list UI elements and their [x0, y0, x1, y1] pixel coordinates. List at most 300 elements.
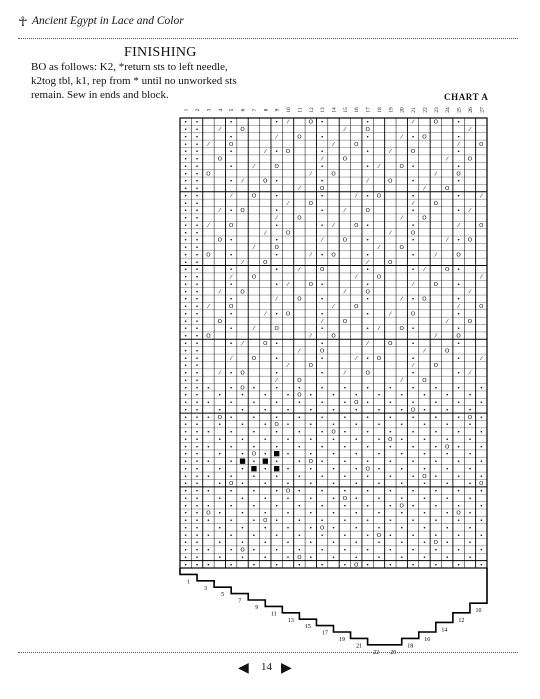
stitch-symbol: • — [411, 488, 415, 495]
column-number: 18 — [376, 107, 383, 113]
stitch-symbol: • — [184, 341, 188, 347]
stitch-symbol: • — [479, 385, 483, 392]
stitch-symbol: ■ — [273, 464, 280, 473]
stitch-symbol: ⁄ — [287, 200, 289, 207]
stitch-symbol: • — [400, 510, 404, 517]
stitch-symbol: ⁄ — [412, 363, 414, 370]
stitch-symbol: ⁄ — [333, 141, 334, 148]
stitch-symbol: ⁄ — [219, 127, 221, 134]
stitch-symbol: ⁄ — [355, 274, 357, 281]
stitch-symbol: • — [400, 407, 404, 414]
stitch-symbol: • — [365, 163, 370, 170]
stitch-symbol: • — [434, 562, 438, 569]
stitch-symbol: • — [400, 436, 404, 443]
stitch-symbol: ⁄ — [412, 200, 414, 207]
stitch-symbol: • — [218, 554, 222, 561]
stitch-symbol: • — [456, 488, 461, 495]
stitch-symbol: • — [320, 459, 324, 466]
stitch-symbol: • — [229, 429, 233, 436]
stitch-symbol: • — [275, 252, 279, 259]
row-number: 5 — [221, 592, 225, 599]
stitch-symbol: • — [195, 326, 199, 333]
stitch-symbol: • — [377, 495, 381, 502]
stitch-symbol: • — [388, 429, 392, 436]
stitch-symbol: O — [331, 171, 336, 178]
stitch-symbol: O — [388, 436, 393, 443]
stitch-symbol: • — [184, 466, 188, 473]
stitch-symbol: • — [184, 392, 188, 399]
stitch-symbol: • — [195, 540, 199, 547]
stitch-symbol: • — [229, 237, 233, 244]
stitch-symbol: ⁄ — [389, 149, 391, 156]
stitch-symbol: O — [342, 318, 348, 325]
stitch-symbol: ⁄ — [344, 370, 346, 377]
stitch-symbol: • — [422, 495, 427, 502]
column-number: 20 — [399, 107, 406, 113]
stitch-symbol: • — [263, 525, 267, 532]
stitch-symbol: • — [195, 503, 199, 510]
stitch-symbol: • — [286, 451, 290, 458]
stitch-symbol: • — [184, 547, 188, 554]
stitch-symbol: • — [411, 414, 415, 421]
book-title: Ancient Egypt in Lace and Color — [32, 15, 184, 27]
stitch-symbol: • — [297, 414, 302, 421]
stitch-symbol: • — [184, 163, 188, 170]
stitch-symbol: • — [229, 503, 233, 510]
chart-label: CHART A — [444, 92, 489, 102]
column-number: 24 — [445, 107, 452, 113]
column-number: 27 — [479, 107, 486, 113]
stitch-symbol: ⁄ — [310, 252, 312, 259]
stitch-symbol: • — [365, 547, 370, 554]
stitch-symbol: O — [410, 230, 416, 237]
stitch-symbol: ⁄ — [310, 333, 312, 340]
stitch-symbol: • — [479, 400, 483, 407]
stitch-symbol: • — [434, 547, 438, 554]
stitch-symbol: • — [320, 473, 324, 480]
stitch-symbol: • — [456, 518, 461, 525]
stitch-symbol: • — [195, 304, 199, 311]
stitch-symbol: • — [263, 495, 267, 502]
stitch-symbol: • — [377, 481, 381, 488]
stitch-symbol: O — [456, 510, 461, 517]
stitch-symbol: • — [275, 237, 279, 244]
row-number: 13 — [287, 617, 294, 624]
stitch-symbol: • — [411, 385, 415, 392]
stitch-symbol: • — [184, 429, 188, 436]
column-number: 15 — [342, 107, 349, 113]
page-footer — [0, 658, 540, 682]
stitch-symbol: • — [365, 193, 370, 200]
stitch-symbol: • — [184, 267, 188, 274]
stitch-symbol: • — [411, 503, 415, 510]
stitch-symbol: • — [434, 532, 438, 539]
column-number: 23 — [433, 107, 440, 113]
stitch-symbol: ⁄ — [401, 377, 403, 384]
stitch-symbol: ⁄ — [264, 230, 266, 237]
stitch-symbol: O — [422, 377, 427, 384]
row-number: 1 — [187, 579, 191, 586]
stitch-symbol: • — [456, 208, 461, 215]
stitch-symbol: • — [195, 134, 199, 141]
stitch-symbol: • — [240, 422, 245, 429]
column-number: 9 — [274, 108, 281, 112]
stitch-symbol: • — [309, 481, 313, 488]
stitch-symbol: • — [195, 127, 199, 134]
stitch-symbol: O — [456, 252, 461, 259]
stitch-symbol: • — [275, 562, 279, 569]
stitch-symbol: O — [388, 178, 393, 185]
stitch-symbol: • — [240, 436, 245, 443]
stitch-symbol: ⁄ — [469, 208, 471, 215]
stitch-symbol: ⁄ — [412, 119, 414, 126]
row-number: 14 — [441, 627, 448, 634]
stitch-symbol: O — [376, 355, 382, 362]
stitch-symbol: • — [184, 215, 188, 222]
stitch-symbol: • — [468, 422, 472, 429]
stitch-symbol: O — [331, 429, 336, 436]
stitch-symbol: O — [240, 547, 245, 554]
stitch-symbol: • — [479, 473, 483, 480]
stitch-symbol: • — [365, 281, 370, 288]
stitch-symbol: ⁄ — [276, 296, 278, 303]
stitch-symbol: • — [229, 385, 233, 392]
stitch-symbol: • — [195, 318, 199, 325]
stitch-symbol: • — [195, 481, 199, 488]
stitch-symbol: • — [286, 466, 290, 473]
stitch-symbol: • — [184, 149, 188, 156]
stitch-symbol: • — [195, 333, 199, 340]
stitch-symbol: • — [240, 451, 245, 458]
stitch-symbol: • — [252, 532, 256, 539]
stitch-symbol: • — [184, 385, 188, 392]
stitch-symbol: ⁄ — [424, 267, 425, 274]
stitch-symbol: • — [388, 562, 392, 569]
stitch-symbol: O — [456, 333, 461, 340]
stitch-symbol: • — [252, 518, 256, 525]
stitch-symbol: O — [297, 134, 302, 141]
stitch-symbol: • — [331, 554, 336, 561]
stitch-symbol: • — [320, 252, 324, 259]
stitch-symbol: • — [445, 392, 449, 399]
column-number: 3 — [206, 108, 213, 112]
stitch-symbol: • — [468, 540, 472, 547]
stitch-symbol: • — [411, 267, 415, 274]
stitch-symbol: • — [388, 473, 392, 480]
stitch-symbol: • — [422, 510, 427, 517]
stitch-symbol: • — [252, 429, 256, 436]
stitch-symbol: • — [479, 562, 483, 569]
stitch-symbol: • — [252, 459, 256, 466]
stitch-symbol: • — [343, 532, 347, 539]
stitch-symbol: ■ — [239, 457, 246, 466]
stitch-symbol: • — [354, 466, 358, 473]
stitch-symbol: ⁄ — [264, 311, 266, 318]
stitch-symbol: • — [252, 473, 256, 480]
stitch-symbol: O — [285, 230, 291, 237]
stitch-symbol: • — [400, 554, 404, 561]
stitch-symbol: ⁄ — [253, 163, 255, 170]
stitch-symbol: • — [206, 444, 211, 451]
stitch-symbol: • — [365, 222, 370, 229]
stitch-symbol: • — [354, 495, 358, 502]
stitch-symbol: • — [411, 252, 415, 259]
stitch-symbol: • — [411, 178, 415, 185]
stitch-symbol: O — [342, 495, 348, 502]
stitch-symbol: • — [456, 281, 461, 288]
stitch-symbol: O — [399, 163, 404, 170]
stitch-symbol: O — [206, 252, 211, 259]
stitch-symbol: • — [195, 400, 199, 407]
stitch-symbol: • — [434, 414, 438, 421]
stitch-symbol: O — [263, 178, 268, 185]
stitch-symbol: • — [184, 178, 188, 185]
stitch-symbol: • — [365, 149, 370, 156]
stitch-symbol: • — [184, 518, 188, 525]
stitch-symbol: • — [275, 400, 279, 407]
stitch-symbol: • — [184, 134, 188, 141]
row-number: 9 — [255, 605, 259, 611]
stitch-symbol: • — [229, 296, 233, 303]
stitch-symbol: • — [456, 414, 461, 421]
stitch-symbol: O — [479, 141, 484, 148]
stitch-symbol: • — [331, 392, 336, 399]
stitch-symbol: • — [309, 436, 313, 443]
stitch-symbol: • — [411, 326, 415, 333]
stitch-symbol: • — [195, 436, 199, 443]
stitch-symbol: • — [195, 547, 199, 554]
stitch-symbol: • — [184, 525, 188, 532]
stitch-symbol: • — [320, 444, 324, 451]
stitch-symbol: • — [206, 547, 211, 554]
stitch-symbol: • — [184, 554, 188, 561]
stitch-symbol: • — [456, 473, 461, 480]
stitch-symbol: • — [195, 267, 199, 274]
stitch-symbol: • — [309, 525, 313, 532]
stitch-symbol: • — [218, 407, 222, 414]
stitch-symbol: • — [286, 495, 290, 502]
stitch-symbol: ⁄ — [321, 156, 323, 163]
stitch-symbol: O — [217, 237, 222, 244]
stitch-symbol: • — [297, 547, 302, 554]
stitch-symbol: • — [309, 540, 313, 547]
stitch-symbol: • — [286, 554, 290, 561]
row-number: 19 — [339, 637, 346, 643]
stitch-symbol: • — [184, 444, 188, 451]
stitch-symbol: • — [252, 414, 256, 421]
stitch-symbol: • — [468, 554, 472, 561]
stitch-symbol: • — [343, 488, 347, 495]
stitch-symbol: • — [343, 518, 347, 525]
stitch-symbol: • — [343, 503, 347, 510]
stitch-symbol: • — [195, 230, 199, 237]
stitch-symbol: O — [251, 193, 257, 200]
stitch-symbol: ⁄ — [242, 178, 243, 185]
stitch-symbol: • — [229, 444, 233, 451]
stitch-symbol: ⁄ — [367, 341, 369, 347]
stitch-symbol: • — [195, 149, 199, 156]
row-number: 12 — [458, 617, 465, 624]
stitch-symbol: • — [229, 267, 233, 274]
column-number: 6 — [240, 108, 247, 112]
stitch-symbol: O — [228, 141, 234, 148]
stitch-symbol: • — [411, 400, 415, 407]
stitch-symbol: O — [479, 222, 484, 229]
stitch-symbol: • — [286, 510, 290, 517]
stitch-symbol: O — [308, 281, 313, 288]
column-number: 12 — [308, 107, 315, 113]
stitch-symbol: ⁄ — [276, 134, 278, 141]
stitch-symbol: O — [319, 186, 325, 193]
stitch-symbol: ⁄ — [378, 163, 380, 170]
stitch-symbol: • — [286, 436, 290, 443]
stitch-symbol: ⁄ — [458, 222, 460, 229]
stitch-symbol: • — [218, 495, 222, 502]
stitch-symbol: • — [456, 149, 461, 156]
stitch-symbol: • — [377, 392, 381, 399]
stitch-symbol: • — [365, 488, 370, 495]
stitch-symbol: O — [285, 311, 291, 318]
stitch-symbol: • — [354, 554, 358, 561]
stitch-symbol: • — [275, 488, 279, 495]
stitch-symbol: • — [229, 414, 233, 421]
column-number: 4 — [217, 108, 224, 112]
stitch-symbol: • — [456, 459, 461, 466]
stitch-symbol: • — [184, 400, 188, 407]
stitch-symbol: • — [320, 562, 324, 569]
row-number: 16 — [424, 637, 431, 643]
column-number: 14 — [331, 107, 338, 113]
column-number: 25 — [456, 107, 463, 113]
stitch-symbol: • — [184, 436, 188, 443]
stitch-symbol: • — [411, 562, 415, 569]
stitch-symbol: • — [297, 473, 302, 480]
stitch-symbol: O — [467, 318, 473, 325]
stitch-symbol: • — [195, 274, 199, 281]
stitch-symbol: O — [217, 156, 222, 163]
stitch-symbol: • — [263, 436, 267, 443]
stitch-symbol: • — [388, 547, 392, 554]
stitch-symbol: • — [218, 451, 222, 458]
stitch-symbol: • — [229, 518, 233, 525]
stitch-symbol: • — [184, 495, 188, 502]
stitch-symbol: O — [365, 208, 370, 215]
stitch-symbol: ⁄ — [321, 237, 323, 244]
stitch-symbol: • — [354, 392, 358, 399]
stitch-symbol: • — [354, 525, 358, 532]
stitch-symbol: • — [445, 481, 449, 488]
stitch-symbol: • — [331, 451, 336, 458]
stitch-symbol: • — [411, 193, 415, 200]
stitch-symbol: • — [206, 459, 211, 466]
stitch-symbol: • — [184, 274, 188, 281]
stitch-symbol: • — [320, 163, 324, 170]
stitch-symbol: • — [240, 554, 245, 561]
stitch-symbol: • — [195, 156, 199, 163]
stitch-symbol: • — [343, 400, 347, 407]
stitch-symbol: • — [479, 488, 483, 495]
stitch-symbol: • — [309, 554, 313, 561]
stitch-symbol: • — [275, 208, 279, 215]
stitch-symbol: ⁄ — [401, 296, 403, 303]
stitch-symbol: • — [206, 532, 211, 539]
stitch-symbol: • — [434, 488, 438, 495]
stitch-symbol: • — [229, 370, 233, 377]
stitch-symbol: • — [400, 451, 404, 458]
stitch-symbol: • — [445, 495, 449, 502]
stitch-symbol: • — [184, 281, 188, 288]
stitch-symbol: • — [320, 518, 324, 525]
stitch-symbol: • — [195, 562, 199, 569]
stitch-symbol: • — [195, 296, 199, 303]
stitch-symbol: • — [297, 400, 302, 407]
stitch-symbol: • — [184, 156, 188, 163]
row-number: 21 — [356, 643, 363, 650]
stitch-symbol: O — [263, 259, 268, 266]
stitch-symbol: • — [479, 503, 483, 510]
stitch-symbol: • — [184, 510, 188, 517]
stitch-symbol: O — [297, 392, 302, 399]
stitch-symbol: O — [285, 488, 291, 495]
stitch-symbol: O — [308, 459, 313, 466]
stitch-symbol: • — [229, 341, 233, 347]
stitch-symbol: • — [400, 495, 404, 502]
stitch-symbol: ⁄ — [298, 267, 300, 274]
stitch-symbol: • — [456, 341, 461, 347]
stitch-symbol: ⁄ — [401, 134, 403, 141]
stitch-symbol: • — [263, 407, 267, 414]
stitch-symbol: • — [206, 503, 211, 510]
stitch-symbol: • — [195, 414, 199, 421]
stitch-symbol: • — [297, 532, 302, 539]
stitch-symbol: • — [184, 348, 188, 355]
stitch-symbol: • — [365, 252, 370, 259]
stitch-symbol: • — [456, 326, 461, 333]
stitch-symbol: • — [422, 407, 427, 414]
stitch-symbol: ■ — [250, 464, 258, 473]
stitch-symbol: • — [320, 503, 324, 510]
stitch-symbol: • — [365, 518, 370, 525]
stitch-symbol: • — [434, 518, 438, 525]
stitch-symbol: • — [206, 429, 211, 436]
stitch-symbol: O — [433, 540, 439, 547]
stitch-symbol: • — [343, 385, 347, 392]
stitch-symbol: • — [365, 119, 370, 126]
stitch-symbol: ⁄ — [344, 127, 346, 134]
stitch-symbol: O — [217, 414, 222, 421]
stitch-symbol: O — [422, 296, 427, 303]
stitch-symbol: O — [467, 237, 473, 244]
stitch-symbol: ⁄ — [424, 348, 425, 355]
stitch-symbol: • — [195, 193, 199, 200]
stitch-symbol: • — [388, 503, 392, 510]
stitch-symbol: • — [354, 407, 358, 414]
row-number: 17 — [321, 630, 328, 637]
stitch-symbol: • — [411, 355, 415, 362]
stitch-symbol: ⁄ — [276, 377, 278, 384]
stitch-symbol: O — [251, 355, 257, 362]
stitch-symbol: • — [468, 436, 472, 443]
stitch-symbol: • — [275, 518, 279, 525]
stitch-symbol: • — [218, 436, 222, 443]
stitch-symbol: • — [195, 237, 199, 244]
stitch-symbol: • — [195, 208, 199, 215]
stitch-symbol: • — [229, 532, 233, 539]
stitch-symbol: • — [184, 532, 188, 539]
stitch-symbol: • — [479, 532, 483, 539]
row-number: 18 — [407, 643, 414, 650]
stitch-symbol: ⁄ — [207, 222, 209, 229]
